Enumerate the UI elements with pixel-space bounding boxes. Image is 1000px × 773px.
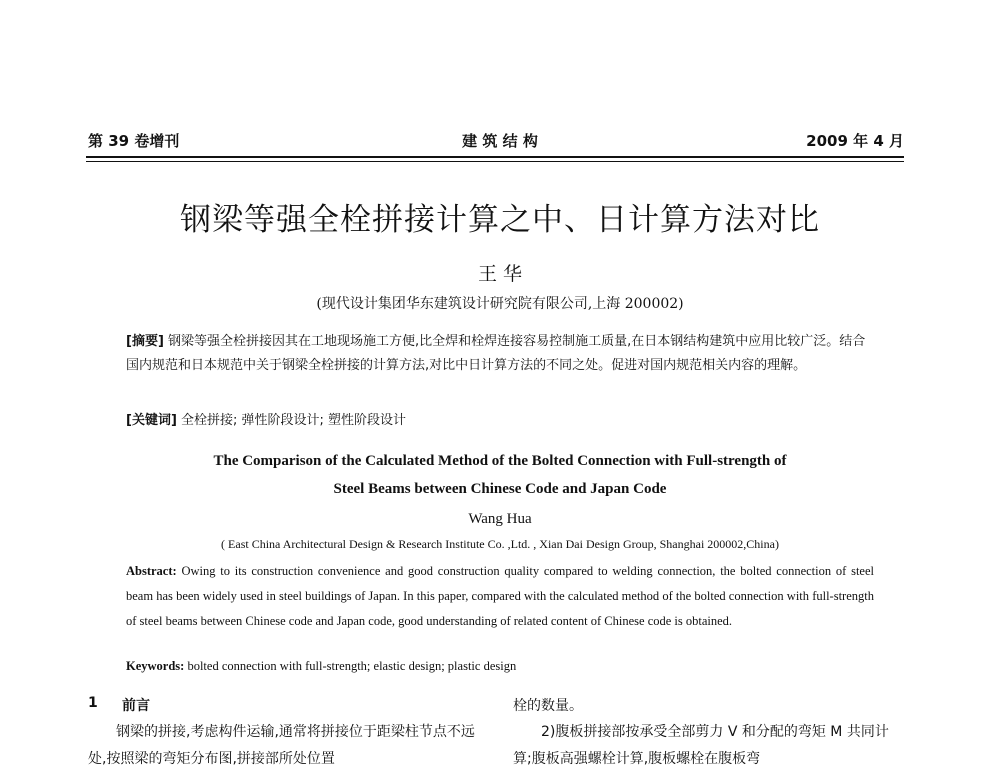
abstract-en <box>126 559 874 634</box>
author-en: Wang Hua <box>468 511 532 527</box>
header-rule-thick <box>86 156 904 158</box>
keywords-en <box>126 659 516 674</box>
abstract-cn-text: 钢梁等强全栓拼接因其在工地现场施工方便,比全焊和栓焊连接容易控制施工质量,在日本钢结构建筑中应用比较广泛。结合国内规范和日本规范中关于钢梁全栓拼接的计算方法,对比中日计算方法的不同之处。促进对国内规范相关内容的理解。 <box>126 334 866 373</box>
abstract-en-text: Owing to its construction convenience and good construction quality compared to welding connection, the bolted connection of steel beam has been widely used in steel buildings of Japan. In this paper, compared with the calculated method of the bolted connection with full-strength of steel beams between Chinese code and Japan code, good understanding of related content of Chinese code is obtained. <box>126 564 874 628</box>
abstract-cn <box>126 330 876 378</box>
paper-title-en-line2: Steel Beams between Chinese Code and Japan Code <box>333 481 667 497</box>
section-body-right: 2)腹板拼接部按承受全部剪力 V 和分配的弯矩 M 共同计算;腹板高强螺栓计算,腹板螺栓在腹板弯 <box>513 724 889 767</box>
section-heading: 前言 <box>122 698 150 714</box>
abstract-en-label: Abstract: <box>126 564 177 578</box>
header-date: 2009 年 4 月 <box>806 132 904 150</box>
keywords-en-text: bolted connection with full-strength; elastic design; plastic design <box>187 659 517 673</box>
author-cn: 王 华 <box>477 263 523 285</box>
section-body-left: 钢梁的拼接,考虑构件运输,通常将拼接位于距梁柱节点不远处,按照梁的弯矩分布图,拼接部所处位置 <box>88 724 475 767</box>
keywords-cn-text: 全栓拼接; 弹性阶段设计; 塑性阶段设计 <box>181 413 407 428</box>
keywords-en-label: Keywords: <box>126 659 185 673</box>
paper-title-cn: 钢梁等强全栓拼接计算之中、日计算方法对比 <box>180 202 820 238</box>
header-journal: 建 筑 结 构 <box>462 132 538 150</box>
keywords-cn-label: [关键词] <box>126 413 177 428</box>
affiliation-cn: (现代设计集团华东建筑设计研究院有限公司,上海 200002) <box>316 296 684 312</box>
paper-title-en-line1: The Comparison of the Calculated Method of the Bolted Connection with Full-strength of <box>213 453 787 469</box>
keywords-cn <box>126 409 406 428</box>
section-number: 1 <box>88 695 98 711</box>
section-body-right-top: 栓的数量。 <box>513 698 583 714</box>
header-volume: 第 39 卷增刊 <box>88 132 180 150</box>
affiliation-en: ( East China Architectural Design & Research Institute Co. ,Ltd. , Xian Dai Design Group, Shanghai 200002,China) <box>221 537 779 551</box>
abstract-cn-label: [摘要] <box>126 334 164 349</box>
header-rule-thin <box>86 161 904 162</box>
